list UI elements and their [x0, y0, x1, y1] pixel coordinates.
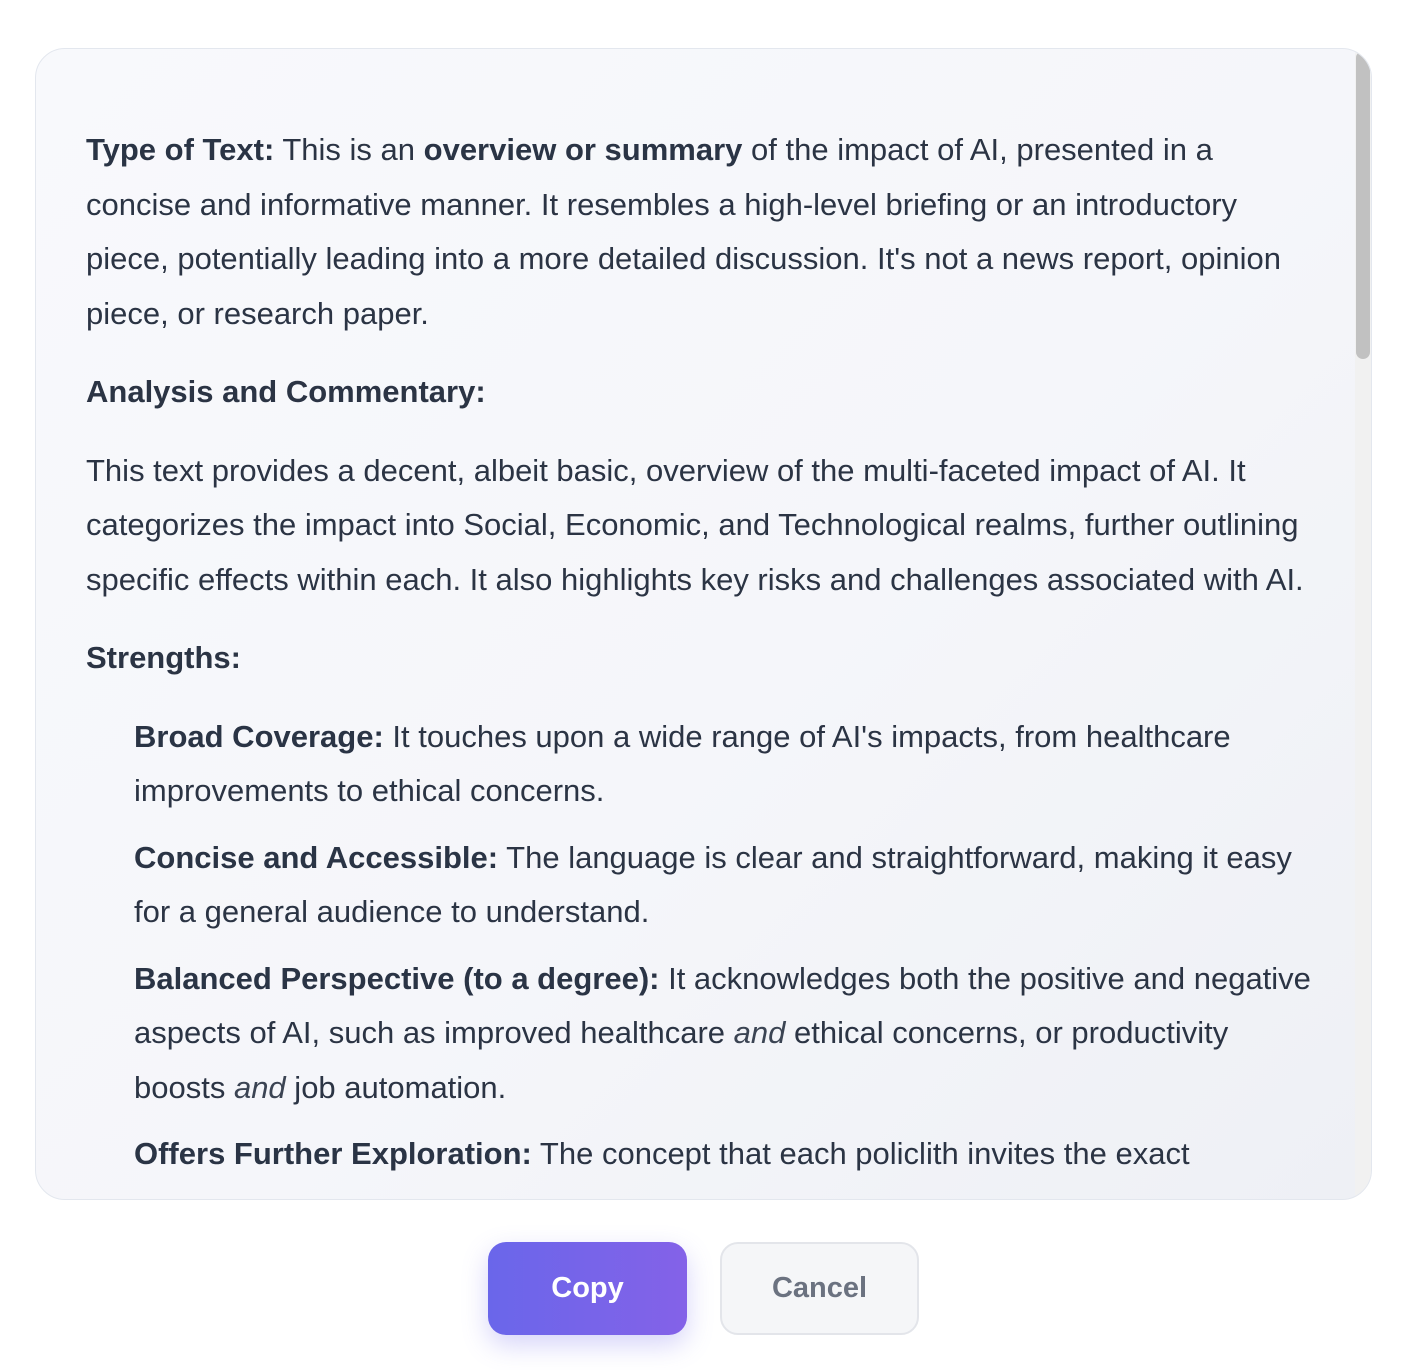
scrollbar-thumb[interactable] [1356, 51, 1370, 359]
cancel-button[interactable]: Cancel [720, 1242, 919, 1335]
strengths-heading: Strengths: [86, 640, 241, 675]
result-text-area[interactable] [36, 49, 1355, 1199]
vertical-scrollbar[interactable] [1355, 49, 1371, 1199]
analysis-paragraph: This text provides a decent, albeit basic, overview of the multi-faceted impact of AI. It categorizes the impact into Social, Economic, and Technological realms, further outlining specific effects within each. It also highlights key risks and challenges associated with AI. [86, 452, 1304, 597]
strength-item-balanced-perspective: Balanced Perspective (to a degree): It acknowledges both the positive and negative aspects of AI, such as improved healthcare and ethical concerns, or productivity boosts and job automation. [134, 960, 1311, 1105]
type-of-text-label: Type of Text: [86, 132, 275, 167]
strength-item-concise-accessible: Concise and Accessible: The language is clear and straightforward, making it easy for a general audience to understand. [134, 839, 1292, 929]
strengths-list [86, 710, 1315, 1182]
strength-item-further-exploration: Offers Further Exploration: The concept that each policlith invites the exact [134, 1136, 1190, 1171]
analysis-heading: Analysis and Commentary: [86, 374, 486, 409]
copy-button[interactable]: Copy [488, 1242, 687, 1335]
strength-item-broad-coverage: Broad Coverage: It touches upon a wide range of AI's impacts, from healthcare improvements to ethical concerns. [134, 718, 1231, 808]
result-card [35, 48, 1372, 1200]
type-of-text-paragraph: Type of Text: This is an overview or summary of the impact of AI, presented in a concise and informative manner. It resembles a high-level briefing or an introductory piece, potentially leading into a more detailed discussion. It's not a news report, opinion piece, or research paper. [86, 132, 1281, 331]
